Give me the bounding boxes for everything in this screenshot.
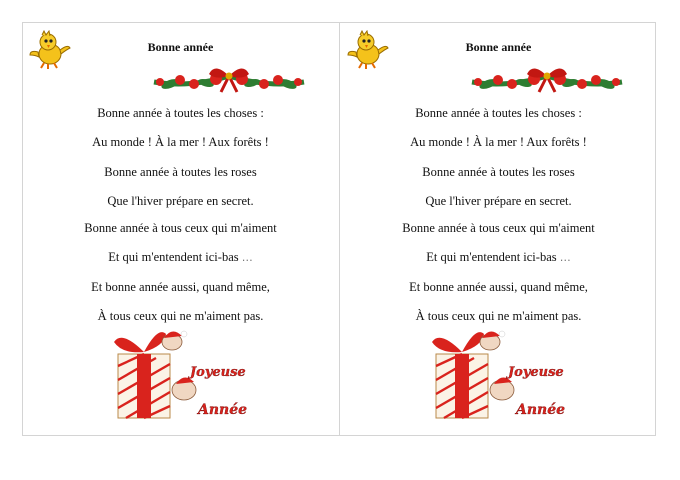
card-title: Bonne année xyxy=(465,40,532,54)
verse-line-3: Bonne année à toutes les roses xyxy=(422,165,575,179)
verse-line-7: Et bonne année aussi, quand même, xyxy=(91,280,270,294)
greeting-card-left xyxy=(22,22,339,436)
verse-line-3: Bonne année à toutes les roses xyxy=(104,165,257,179)
ellipsis-mark: … xyxy=(241,251,253,264)
holly-garland-icon xyxy=(468,62,626,94)
greeting-card-right xyxy=(340,22,657,436)
gift-word-joyeuse: Joyeuse xyxy=(508,365,564,380)
verse-line-1: Bonne année à toutes les choses : xyxy=(415,106,582,120)
gift-word-annee: Année xyxy=(198,402,248,418)
gift-box-illustration xyxy=(104,326,252,422)
verse-line-8: À tous ceux qui ne m'aiment pas. xyxy=(97,309,264,323)
verse-line-5: Bonne année à tous ceux qui m'aiment xyxy=(84,221,277,235)
gift-word-annee: Année xyxy=(516,402,566,418)
verse-line-5: Bonne année à tous ceux qui m'aiment xyxy=(402,221,595,235)
verse-line-6-text: Et qui m'entendent ici-bas xyxy=(108,250,239,264)
holly-garland-icon xyxy=(150,62,308,94)
gift-word-joyeuse: Joyeuse xyxy=(190,365,246,380)
verse-line-6-text: Et qui m'entendent ici-bas xyxy=(426,250,557,264)
card-title: Bonne année xyxy=(147,40,214,54)
verse-line-8: À tous ceux qui ne m'aiment pas. xyxy=(415,309,582,323)
verse-line-2: Au monde ! À la mer ! Aux forêts ! xyxy=(410,135,587,149)
verse-line-7: Et bonne année aussi, quand même, xyxy=(409,280,588,294)
verse-line-4: Que l'hiver prépare en secret. xyxy=(107,194,254,208)
ellipsis-mark: … xyxy=(559,251,571,264)
verse-line-4: Que l'hiver prépare en secret. xyxy=(425,194,572,208)
verse-line-6 xyxy=(22,250,339,265)
verse-line-2: Au monde ! À la mer ! Aux forêts ! xyxy=(92,135,269,149)
verse-line-6 xyxy=(340,250,657,265)
gift-box-illustration xyxy=(422,326,570,422)
verse-line-1: Bonne année à toutes les choses : xyxy=(97,106,264,120)
